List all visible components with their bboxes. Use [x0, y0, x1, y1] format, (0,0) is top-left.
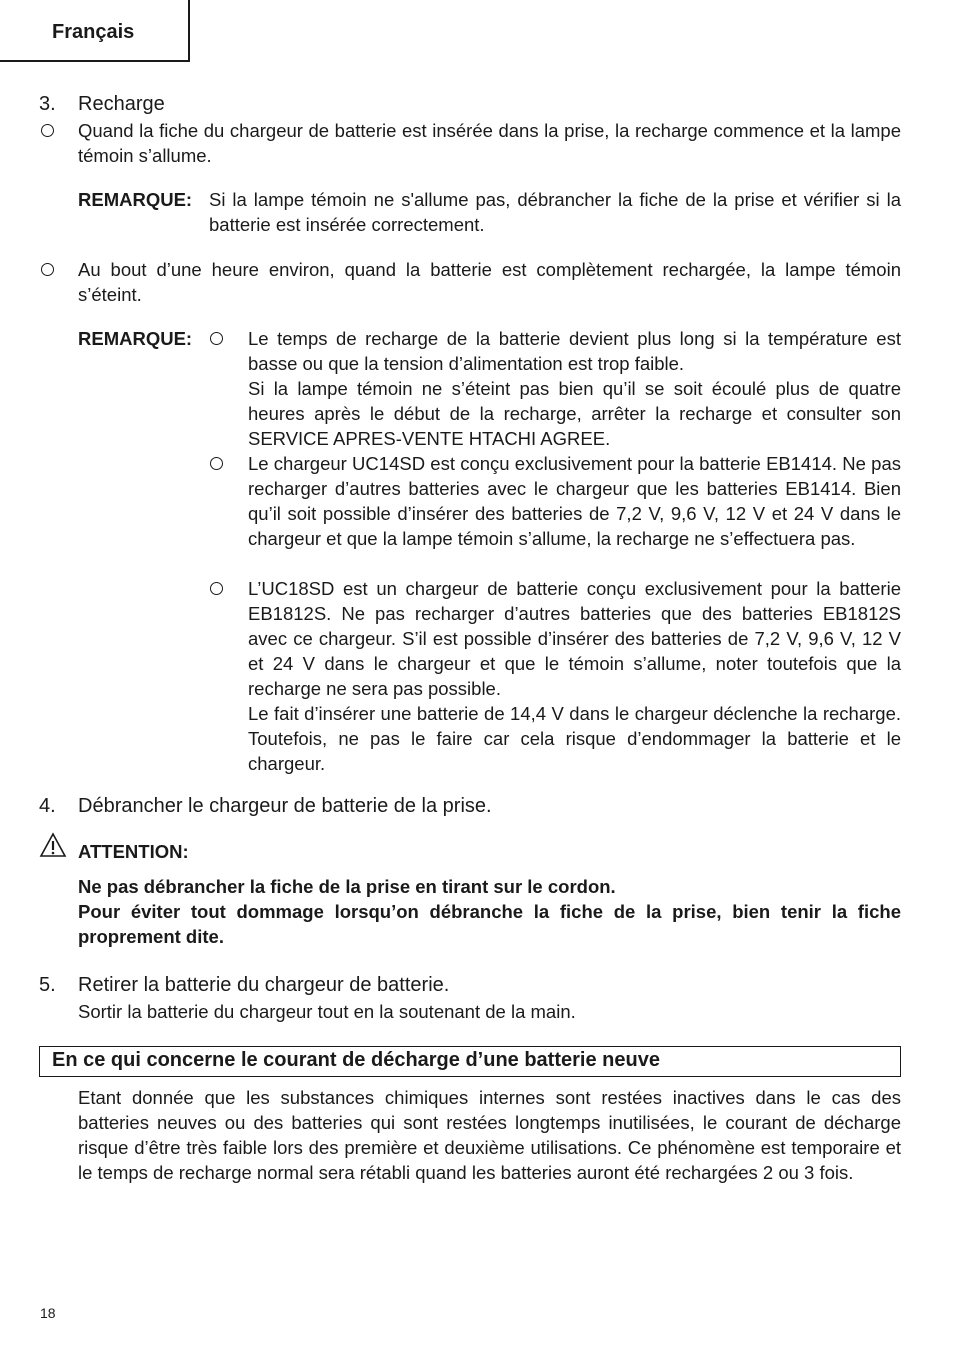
section-title: En ce qui concerne le courant de décharge d’une batterie neuve [52, 1049, 660, 1071]
bullet-circle-icon [210, 457, 223, 470]
step3-bullet1: Quand la fiche du chargeur de batterie est insérée dans la prise, la recharge commence et la lampe témoin s’allume. [78, 120, 901, 166]
bullet-circle-icon [41, 124, 54, 137]
attention-line1: Ne pas débrancher la fiche de la prise en tirant sur le cordon. [78, 876, 616, 897]
step5-number: 5. [39, 974, 56, 996]
warning-triangle-icon [39, 832, 67, 858]
step3-number: 3. [39, 93, 56, 115]
bullet-circle-icon [210, 582, 223, 595]
step5-title: Retirer la batterie du chargeur de batterie. [78, 974, 450, 996]
note1-text: Si la lampe témoin ne s'allume pas, débrancher la fiche de la prise et vérifier si la batterie est insérée correctement. [209, 189, 901, 235]
language-label: Français [52, 21, 135, 43]
step3-title: Recharge [78, 93, 165, 115]
note2-item-1: Le temps de recharge de la batterie devient plus long si la température est basse ou que la tension d’alimentation est trop faible. [248, 328, 901, 374]
page-number: 18 [40, 1305, 56, 1321]
bullet-circle-icon [41, 263, 54, 276]
note2-item-2: Le chargeur UC14SD est conçu exclusivement pour la batterie EB1414. Ne pas recharger d’autres batteries avec le chargeur que les batteries EB1414. Bien qu’il soit possible d’insérer des batteries de 7,2 V, 9,6 V, 12 V et 24 V dans le chargeur et que la lampe témoin s’allume, la recharge ne s’effectuera pas. [248, 453, 901, 549]
note2-item-3b: Le fait d’insérer une batterie de 14,4 V dans le chargeur déclenche la recharge. Toutefois, ne pas le faire car cela risque d’endommager la batterie et le chargeur. [248, 703, 901, 774]
section-text: Etant donnée que les substances chimiques internes sont restées inactives dans le cas des batteries neuves ou des batteries qui sont restées longtemps inutilisées, le courant de décharge risque d’être très faible lors des première et deuxième utilisations. Ce phénomène est temporaire et le temps de recharge normal sera rétabli quand les batteries auront été rechargées 2 ou 3 fois. [78, 1087, 901, 1183]
step5-text: Sortir la batterie du chargeur tout en la soutenant de la main. [78, 1001, 576, 1022]
bullet-circle-icon [210, 332, 223, 345]
step4-number: 4. [39, 795, 56, 817]
note2-item-3: L’UC18SD est un chargeur de batterie conçu exclusivement pour la batterie EB1812S. Ne pas recharger d’autres batteries que des batteries EB1812S avec ce chargeur. S’il est possible d’insérer des batteries de 7,2 V, 9,6 V, 12 V et 24 V dans le chargeur et que le témoin s’allume, noter toutefois que la recharge ne sera pas possible. [248, 578, 901, 699]
note2-item-1b: Si la lampe témoin ne s’éteint pas bien qu’il se soit écoulé plus de quatre heures après le début de la recharge, arrêter la recharge et consulter son SERVICE APRES-VENTE HTACHI AGREE. [248, 378, 901, 449]
attention-label: ATTENTION: [78, 841, 189, 862]
note2-label: REMARQUE: [78, 328, 193, 349]
step4-title: Débrancher le chargeur de batterie de la prise. [78, 795, 492, 817]
step3-bullet2: Au bout d’une heure environ, quand la batterie est complètement rechargée, la lampe témoin s’éteint. [78, 259, 901, 305]
attention-line2: Pour éviter tout dommage lorsqu’on débranche la fiche de la prise, bien tenir la fiche proprement dite. [78, 901, 901, 947]
note1-label: REMARQUE: [78, 189, 193, 210]
